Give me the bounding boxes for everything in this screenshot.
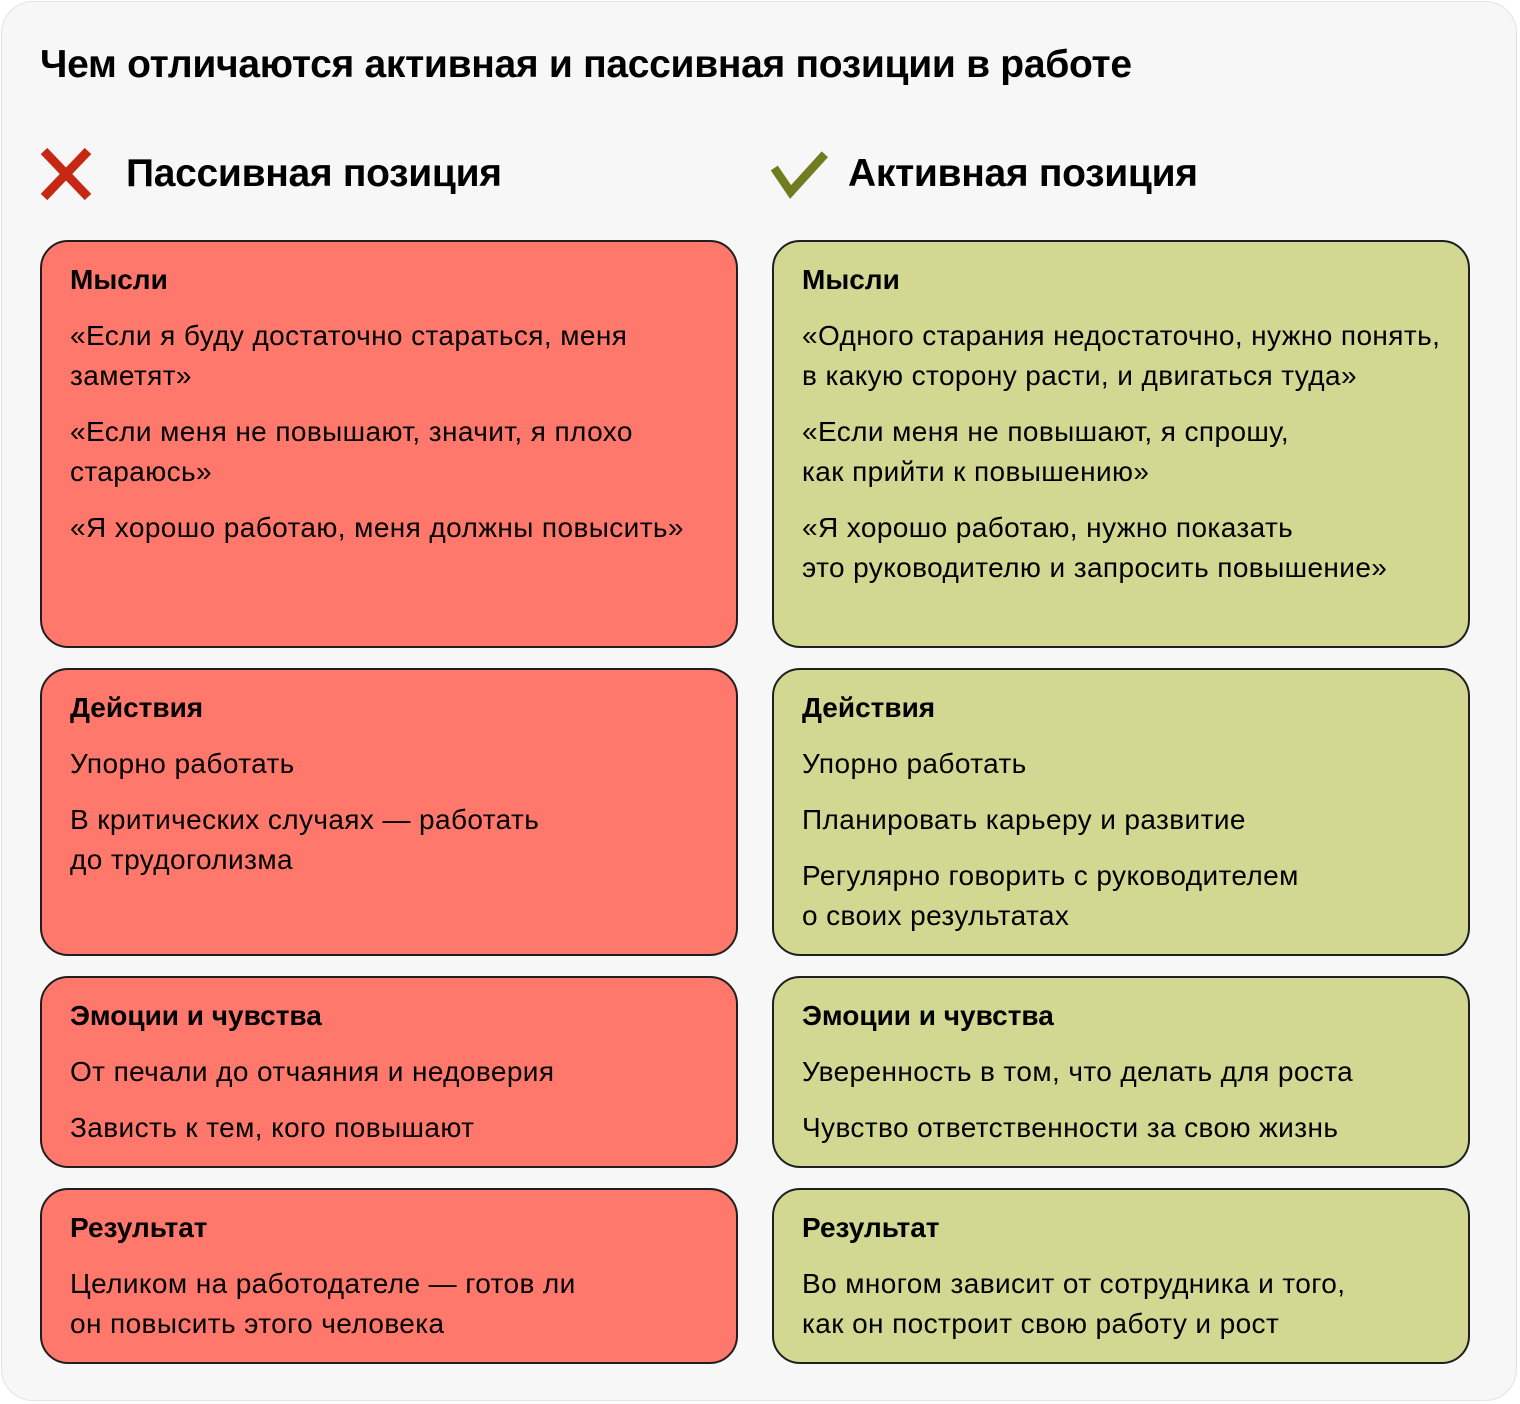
active-actions-card [772,668,1470,956]
card-item: «Если меня не повышают, я спрошу, как прийти к повышению» [802,416,1290,487]
card-heading: Результат [70,1212,208,1243]
passive-emotions-card [40,976,738,1168]
card-item: Уверенность в том, что делать для роста [802,1056,1354,1087]
card-heading: Эмоции и чувства [802,1000,1054,1031]
card-heading: Действия [802,692,936,723]
card-item: Регулярно говорить с руководителем о своих результатах [802,860,1299,931]
card-item: «Если меня не повышают, значит, я плохо стараюсь» [70,416,633,487]
card-heading: Результат [802,1212,940,1243]
card-item: «Я хорошо работаю, меня должны повысить» [70,512,684,543]
card-item: От печали до отчаяния и недоверия [70,1056,555,1087]
card-item: Зависть к тем, кого повышают [70,1112,475,1143]
card-heading: Мысли [802,264,900,295]
card-item: В критических случаях — работать до трудоголизма [70,804,540,875]
active-column-header [770,145,1198,203]
card-heading: Действия [70,692,204,723]
active-thoughts-card [772,240,1470,648]
page-title: Чем отличаются активная и пассивная позиции в работе [40,43,1132,86]
passive-result-card [40,1188,738,1364]
check-icon [770,145,830,203]
passive-thoughts-card [40,240,738,648]
card-item: «Я хорошо работаю, нужно показать это руководителю и запросить повышение» [802,512,1388,583]
cross-icon [36,145,96,203]
card-heading: Мысли [70,264,168,295]
card-item: «Одного старания недостаточно, нужно понять, в какую сторону расти, и двигаться туда» [802,320,1441,391]
card-heading: Эмоции и чувства [70,1000,322,1031]
active-column-title: Активная позиция [848,152,1198,195]
active-emotions-card [772,976,1470,1168]
active-result-card [772,1188,1470,1364]
passive-actions-card [40,668,738,956]
passive-column-title: Пассивная позиция [126,152,502,195]
card-item: Упорно работать [70,748,295,779]
card-item: Во многом зависит от сотрудника и того, как он построит свою работу и рост [802,1268,1346,1339]
passive-column-header [36,145,502,203]
card-item: Чувство ответственности за свою жизнь [802,1112,1339,1143]
card-item: Упорно работать [802,748,1027,779]
card-item: Целиком на работодателе — готов ли он повысить этого человека [70,1268,576,1339]
card-item: «Если я буду достаточно стараться, меня заметят» [70,320,628,391]
card-item: Планировать карьеру и развитие [802,804,1246,835]
